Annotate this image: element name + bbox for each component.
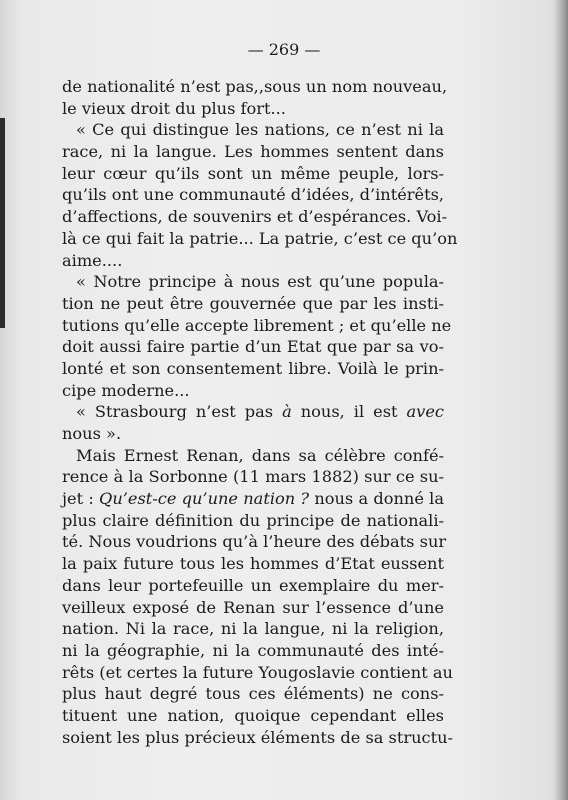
italic-text: à bbox=[282, 402, 292, 422]
text-line: plus claire définition du principe de nationali- bbox=[62, 510, 444, 530]
text-line: de nationalité n’est pas,,sous un nom nouveau, bbox=[62, 77, 448, 96]
text-line: aime.... bbox=[62, 250, 123, 270]
text-line: lonté et son consentement libre. Voilà le prin- bbox=[62, 358, 444, 378]
text-line: nation. Ni la race, ni la langue, ni la religion, bbox=[62, 619, 444, 639]
text-line: tion ne peut être gouvernée que par les insti- bbox=[62, 293, 444, 313]
text-line: plus haut degré tous ces éléments) ne cons- bbox=[62, 684, 444, 704]
text-line: le vieux droit du plus fort... bbox=[62, 98, 286, 118]
text-line: qu’ils ont une communauté d’idées, d’intérêts, bbox=[62, 185, 445, 205]
text-line: Mais Ernest Renan, dans sa célèbre confé- bbox=[76, 445, 444, 465]
text-line: tutions qu’elle accepte librement ; et qu’elle ne bbox=[62, 315, 452, 335]
text-line: dans leur portefeuille un exemplaire du mer- bbox=[62, 575, 444, 595]
italic-text: avec bbox=[406, 402, 444, 422]
text-line: nous ». bbox=[62, 424, 122, 443]
page-edge-shadow bbox=[554, 0, 568, 800]
text-line: rence à la Sorbonne (11 mars 1882) sur ce su- bbox=[62, 467, 444, 487]
binding-edge bbox=[0, 118, 5, 328]
text-line: soient les plus précieux éléments de sa structu- bbox=[62, 727, 453, 747]
italic-text: Qu’est-ce qu’une nation ? bbox=[99, 489, 310, 509]
text-line: ni la géographie, ni la communauté des inté- bbox=[62, 640, 444, 660]
text-segment: « Strasbourg n’est pas bbox=[76, 402, 283, 422]
text-line: leur cœur qu’ils sont un même peuple, lors- bbox=[62, 163, 444, 183]
text-line: té. Nous voudrions qu’à l’heure des débats sur bbox=[62, 532, 447, 552]
text-line: la paix future tous les hommes d’Etat eussent bbox=[62, 554, 444, 574]
text-segment: nous, il est bbox=[291, 402, 407, 422]
text-line: rêts (et certes la future Yougoslavie contient au bbox=[62, 662, 453, 682]
text-line: tituent une nation, quoique cependant elles bbox=[62, 705, 444, 725]
text-line: « Ce qui distingue les nations, ce n’est ni la bbox=[76, 120, 444, 140]
page-number: — 269 — bbox=[247, 40, 321, 59]
text-segment: jet : bbox=[62, 489, 100, 509]
text-line bbox=[62, 488, 444, 510]
text-segment: nous a donné la bbox=[309, 489, 444, 509]
text-line: doit aussi faire partie d’un Etat que par sa vo- bbox=[62, 337, 444, 357]
text-line: race, ni la langue. Les hommes sentent dans bbox=[62, 142, 444, 162]
text-line: cipe moderne... bbox=[62, 380, 190, 400]
text-line: d’affections, de souvenirs et d’espérances. Voi- bbox=[62, 207, 448, 227]
text-line: « Notre principe à nous est qu’une popula- bbox=[76, 272, 444, 292]
body-text bbox=[62, 76, 458, 748]
text-line: là ce qui fait la patrie... La patrie, c’est ce qu’on bbox=[62, 228, 458, 248]
text-line bbox=[62, 401, 444, 423]
text-line: veilleux exposé de Renan sur l’essence d’une bbox=[62, 597, 444, 617]
